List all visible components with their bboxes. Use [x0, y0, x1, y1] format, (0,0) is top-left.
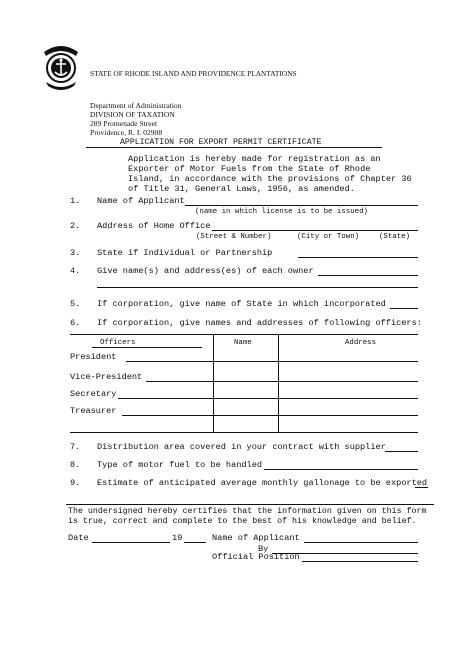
certification-line-1: The undersigned hereby certifies that the information given on this form: [68, 507, 427, 516]
item-3-label: State if Individual or Partnership: [97, 248, 273, 258]
owners-field-2[interactable]: [97, 287, 418, 288]
item-1-number: 1.: [70, 196, 81, 206]
treasurer-field[interactable]: [122, 415, 418, 416]
intro-line-3: Island, in accordance with the provisions of Chapter 36: [128, 174, 412, 184]
officers-header: Officers: [100, 339, 136, 347]
form-title: APPLICATION FOR EXPORT PERMIT CERTIFICATE: [120, 138, 322, 147]
item-1-hint: (name in which license is to be issued): [195, 208, 368, 216]
official-position-label: Official Position: [212, 552, 300, 562]
intro-line-4: of Title 31, General Laws, 1956, as amended.: [128, 184, 355, 194]
title-rule: [86, 147, 382, 148]
certification-line-2: is true, correct and complete to the best of his knowledge and belief.: [68, 517, 417, 526]
owners-field-1[interactable]: [318, 275, 418, 276]
division-line: DIVISION OF TAXATION: [90, 110, 175, 119]
officers-table-divider-2: [278, 335, 279, 433]
item-3-number: 3.: [70, 248, 81, 258]
date-label: Date: [68, 533, 89, 543]
vice-president-label: Vice-President: [70, 372, 143, 382]
applicant-name-field[interactable]: [185, 205, 418, 206]
official-position-field[interactable]: [302, 561, 418, 562]
treasurer-label: Treasurer: [70, 406, 117, 416]
officers-table-top-rule: [70, 334, 418, 335]
item-9-number: 9.: [70, 478, 81, 488]
state-seal: [40, 42, 82, 94]
name-header: Name: [234, 339, 252, 347]
item-8-label: Type of motor fuel to be handled: [97, 460, 263, 470]
secretary-field[interactable]: [118, 398, 418, 399]
department-line: Department of Administration: [90, 101, 182, 110]
vice-president-field[interactable]: [146, 381, 418, 382]
item-4-number: 4.: [70, 266, 81, 276]
item-2-label: Address of Home Office: [97, 221, 211, 231]
city-line: Providence, R. I. 02908: [90, 128, 163, 137]
item-7-label: Distribution area covered in your contract with supplier: [97, 442, 386, 452]
officers-table-bottom-rule: [70, 432, 418, 433]
secretary-label: Secretary: [70, 389, 117, 399]
year-prefix: 19: [172, 533, 183, 543]
hint-street: (Street & Number): [196, 233, 272, 241]
monthly-gallonage-field[interactable]: [415, 487, 428, 488]
hint-state: (State): [379, 233, 411, 241]
item-7-number: 7.: [70, 442, 81, 452]
officers-header-rule: [92, 347, 202, 348]
motor-fuel-type-field[interactable]: [264, 469, 418, 470]
certification-top-rule: [66, 504, 434, 505]
item-8-number: 8.: [70, 460, 81, 470]
president-label: President: [70, 352, 117, 362]
signature-applicant-field[interactable]: [304, 542, 418, 543]
state-name: STATE OF RHODE ISLAND AND PROVIDENCE PLANTATIONS: [90, 69, 297, 78]
anchor-seal-icon: [40, 42, 82, 94]
item-4-label: Give name(s) and address(es) of each owner: [97, 266, 314, 276]
item-5-label: If corporation, give name of State in which incorporated: [97, 299, 386, 309]
by-label: By: [258, 544, 269, 554]
applicant-name-label: Name of Applicant: [212, 533, 300, 543]
intro-line-1: Application is hereby made for registration as an: [128, 154, 381, 164]
officers-table-divider-1: [213, 335, 214, 433]
hint-city: (City or Town): [297, 233, 360, 241]
distribution-area-field[interactable]: [385, 451, 418, 452]
item-5-number: 5.: [70, 299, 81, 309]
year-field[interactable]: [184, 542, 206, 543]
item-1-label: Name of Applicant: [97, 196, 185, 206]
date-field[interactable]: [92, 542, 170, 543]
address-header: Address: [345, 339, 377, 347]
item-6-label: If corporation, give names and addresses of following officers:: [97, 318, 422, 328]
item-2-number: 2.: [70, 221, 81, 231]
state-incorporated-field[interactable]: [390, 308, 418, 309]
item-6-number: 6.: [70, 318, 81, 328]
individual-partnership-field[interactable]: [298, 257, 418, 258]
street-line: 289 Promenade Street: [90, 119, 158, 128]
intro-line-2: Exporter of Motor Fuels from the State of Rhode: [128, 164, 371, 174]
home-office-address-field[interactable]: [212, 230, 418, 231]
president-field[interactable]: [126, 361, 418, 362]
item-9-label: Estimate of anticipated average monthly gallonage to be exported: [97, 478, 428, 488]
